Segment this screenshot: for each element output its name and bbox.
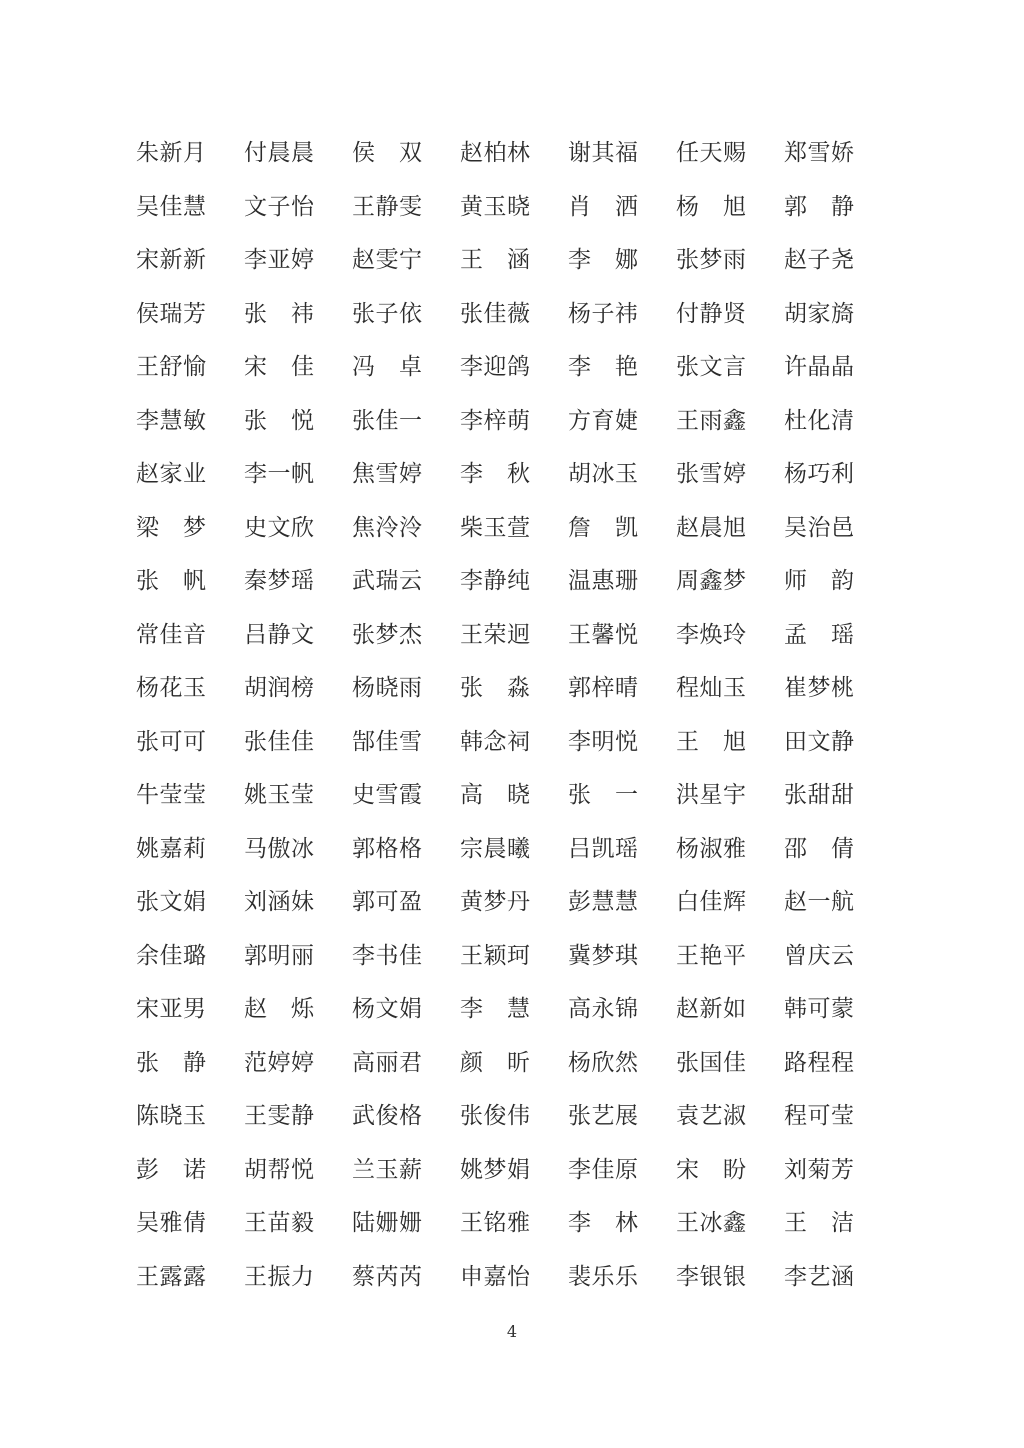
- name-cell: 杨子祎: [568, 300, 639, 327]
- name-cell: 李梓萌: [460, 407, 531, 434]
- name-cell: 张佳一: [352, 407, 423, 434]
- name-cell: 张子依: [352, 300, 423, 327]
- name-cell: 侯 双: [352, 140, 423, 167]
- name-cell: 李 娜: [568, 247, 639, 274]
- name-cell: 崔梦桃: [784, 675, 855, 702]
- name-cell: 高 晓: [460, 782, 531, 809]
- name-cell: 张文言: [676, 354, 747, 381]
- name-cell: 王馨悦: [568, 621, 639, 648]
- name-cell: 吴佳慧: [136, 193, 207, 220]
- name-cell: 李书佳: [352, 942, 423, 969]
- name-cell: 赵柏林: [460, 140, 531, 167]
- name-cell: 史雪霞: [352, 782, 423, 809]
- name-cell: 陆姗姗: [352, 1210, 423, 1237]
- name-cell: 宗晨曦: [460, 835, 531, 862]
- name-cell: 颜 昕: [460, 1049, 531, 1076]
- name-cell: 杨淑雅: [676, 835, 747, 862]
- name-cell: 李 秋: [460, 461, 531, 488]
- name-cell: 文子怡: [244, 193, 315, 220]
- name-row: [136, 555, 858, 609]
- name-cell: 李佳原: [568, 1156, 639, 1183]
- name-cell: 李焕玲: [676, 621, 747, 648]
- name-cell: 杨花玉: [136, 675, 207, 702]
- name-row: [136, 448, 858, 502]
- name-row: [136, 288, 858, 342]
- name-cell: 张佳佳: [244, 728, 315, 755]
- name-cell: 胡家旖: [784, 300, 855, 327]
- name-cell: 杨欣然: [568, 1049, 639, 1076]
- name-cell: 李艺涵: [784, 1263, 855, 1290]
- name-cell: 赵子尧: [784, 247, 855, 274]
- name-cell: 王艳平: [676, 942, 747, 969]
- page-number: 4: [506, 1322, 518, 1341]
- name-cell: 姚玉莹: [244, 782, 315, 809]
- name-row: [136, 983, 858, 1037]
- name-cell: 彭慧慧: [568, 889, 639, 916]
- name-cell: 肖 洒: [568, 193, 639, 220]
- name-cell: 李一帆: [244, 461, 315, 488]
- name-cell: 吴治邑: [784, 514, 855, 541]
- name-row: [136, 395, 858, 449]
- name-cell: 王苗毅: [244, 1210, 315, 1237]
- name-row: [136, 769, 858, 823]
- name-cell: 赵雯宁: [352, 247, 423, 274]
- name-cell: 杨巧利: [784, 461, 855, 488]
- name-cell: 兰玉薪: [352, 1156, 423, 1183]
- name-cell: 王荣迥: [460, 621, 531, 648]
- name-cell: 刘菊芳: [784, 1156, 855, 1183]
- name-cell: 王露露: [136, 1263, 207, 1290]
- name-cell: 张梦雨: [676, 247, 747, 274]
- name-cell: 李 艳: [568, 354, 639, 381]
- name-cell: 姚梦娟: [460, 1156, 531, 1183]
- name-cell: 张文娟: [136, 889, 207, 916]
- name-cell: 谢其福: [568, 140, 639, 167]
- name-cell: 张国佳: [676, 1049, 747, 1076]
- name-cell: 孟 瑶: [784, 621, 855, 648]
- name-cell: 邵 倩: [784, 835, 855, 862]
- name-cell: 李明悦: [568, 728, 639, 755]
- name-cell: 焦雪婷: [352, 461, 423, 488]
- name-cell: 宋 盼: [676, 1156, 747, 1183]
- name-cell: 裴乐乐: [568, 1263, 639, 1290]
- name-cell: 侯瑞芳: [136, 300, 207, 327]
- name-cell: 李慧敏: [136, 407, 207, 434]
- name-cell: 王冰鑫: [676, 1210, 747, 1237]
- name-cell: 程可莹: [784, 1103, 855, 1130]
- name-cell: 赵家业: [136, 461, 207, 488]
- name-cell: 吕静文: [244, 621, 315, 648]
- name-cell: 王雨鑫: [676, 407, 747, 434]
- name-cell: 王雯静: [244, 1103, 315, 1130]
- name-cell: 余佳璐: [136, 942, 207, 969]
- name-cell: 宋 佳: [244, 354, 315, 381]
- name-cell: 韩可蒙: [784, 996, 855, 1023]
- name-row: [136, 716, 858, 770]
- name-cell: 张 静: [136, 1049, 207, 1076]
- name-cell: 武瑞云: [352, 568, 423, 595]
- name-cell: 师 韵: [784, 568, 855, 595]
- name-cell: 黄玉晓: [460, 193, 531, 220]
- name-cell: 武俊格: [352, 1103, 423, 1130]
- name-cell: 郭格格: [352, 835, 423, 862]
- name-cell: 蔡芮芮: [352, 1263, 423, 1290]
- name-cell: 张 淼: [460, 675, 531, 702]
- name-cell: 秦梦瑶: [244, 568, 315, 595]
- name-cell: 詹 凯: [568, 514, 639, 541]
- name-cell: 洪星宇: [676, 782, 747, 809]
- name-cell: 杨文娟: [352, 996, 423, 1023]
- name-cell: 王颖珂: [460, 942, 531, 969]
- name-row: [136, 662, 858, 716]
- name-cell: 郭 静: [784, 193, 855, 220]
- name-cell: 彭 诺: [136, 1156, 207, 1183]
- name-cell: 王铭雅: [460, 1210, 531, 1237]
- name-cell: 田文静: [784, 728, 855, 755]
- name-cell: 梁 梦: [136, 514, 207, 541]
- name-cell: 陈晓玉: [136, 1103, 207, 1130]
- name-cell: 柴玉萱: [460, 514, 531, 541]
- name-cell: 付晨晨: [244, 140, 315, 167]
- name-cell: 曾庆云: [784, 942, 855, 969]
- name-cell: 任天赐: [676, 140, 747, 167]
- name-cell: 张佳薇: [460, 300, 531, 327]
- name-cell: 胡冰玉: [568, 461, 639, 488]
- name-cell: 袁艺淑: [676, 1103, 747, 1130]
- name-row: [136, 1037, 858, 1091]
- name-cell: 李银银: [676, 1263, 747, 1290]
- name-cell: 张艺展: [568, 1103, 639, 1130]
- name-cell: 张 悦: [244, 407, 315, 434]
- name-cell: 宋新新: [136, 247, 207, 274]
- name-cell: 吕凯瑶: [568, 835, 639, 862]
- name-cell: 李 林: [568, 1210, 639, 1237]
- name-cell: 范婷婷: [244, 1049, 315, 1076]
- name-row: [136, 234, 858, 288]
- name-cell: 张雪婷: [676, 461, 747, 488]
- name-row: [136, 1197, 858, 1251]
- name-cell: 赵新如: [676, 996, 747, 1023]
- name-cell: 张 祎: [244, 300, 315, 327]
- name-cell: 胡帮悦: [244, 1156, 315, 1183]
- name-cell: 王 洁: [784, 1210, 855, 1237]
- name-cell: 郑雪娇: [784, 140, 855, 167]
- name-cell: 付静贤: [676, 300, 747, 327]
- name-row: [136, 127, 858, 181]
- name-cell: 焦泠泠: [352, 514, 423, 541]
- name-row: [136, 930, 858, 984]
- name-cell: 杜化清: [784, 407, 855, 434]
- name-row: [136, 502, 858, 556]
- name-cell: 姚嘉莉: [136, 835, 207, 862]
- name-cell: 程灿玉: [676, 675, 747, 702]
- name-cell: 张甜甜: [784, 782, 855, 809]
- name-cell: 李 慧: [460, 996, 531, 1023]
- name-cell: 王 涵: [460, 247, 531, 274]
- name-cell: 牛莹莹: [136, 782, 207, 809]
- name-cell: 赵 烁: [244, 996, 315, 1023]
- name-cell: 李迎鸽: [460, 354, 531, 381]
- name-cell: 吴雅倩: [136, 1210, 207, 1237]
- name-cell: 方育婕: [568, 407, 639, 434]
- name-cell: 温惠珊: [568, 568, 639, 595]
- name-row: [136, 181, 858, 235]
- name-cell: 李静纯: [460, 568, 531, 595]
- name-cell: 刘涵妹: [244, 889, 315, 916]
- name-cell: 高永锦: [568, 996, 639, 1023]
- name-cell: 马傲冰: [244, 835, 315, 862]
- name-cell: 史文欣: [244, 514, 315, 541]
- name-cell: 常佳音: [136, 621, 207, 648]
- name-cell: 郭可盈: [352, 889, 423, 916]
- name-cell: 王静雯: [352, 193, 423, 220]
- name-cell: 王 旭: [676, 728, 747, 755]
- name-cell: 赵一航: [784, 889, 855, 916]
- name-cell: 赵晨旭: [676, 514, 747, 541]
- name-cell: 路程程: [784, 1049, 855, 1076]
- name-cell: 朱新月: [136, 140, 207, 167]
- name-cell: 郭梓晴: [568, 675, 639, 702]
- name-cell: 张俊伟: [460, 1103, 531, 1130]
- name-row: [136, 876, 858, 930]
- name-cell: 宋亚男: [136, 996, 207, 1023]
- name-row: [136, 1251, 858, 1305]
- name-cell: 郭明丽: [244, 942, 315, 969]
- name-cell: 王振力: [244, 1263, 315, 1290]
- name-cell: 韩念祠: [460, 728, 531, 755]
- name-cell: 黄梦丹: [460, 889, 531, 916]
- name-cell: 胡润榜: [244, 675, 315, 702]
- name-cell: 周鑫梦: [676, 568, 747, 595]
- name-cell: 冯 卓: [352, 354, 423, 381]
- name-cell: 冀梦琪: [568, 942, 639, 969]
- name-cell: 李亚婷: [244, 247, 315, 274]
- name-cell: 许晶晶: [784, 354, 855, 381]
- name-row: [136, 1090, 858, 1144]
- name-cell: 王舒愉: [136, 354, 207, 381]
- name-cell: 张 帆: [136, 568, 207, 595]
- name-row: [136, 609, 858, 663]
- name-cell: 张可可: [136, 728, 207, 755]
- name-cell: 杨 旭: [676, 193, 747, 220]
- name-row: [136, 341, 858, 395]
- name-cell: 张梦杰: [352, 621, 423, 648]
- name-cell: 杨晓雨: [352, 675, 423, 702]
- name-row: [136, 823, 858, 877]
- name-grid: [136, 127, 858, 1304]
- name-cell: 张 一: [568, 782, 639, 809]
- name-row: [136, 1144, 858, 1198]
- name-cell: 申嘉怡: [460, 1263, 531, 1290]
- name-cell: 郜佳雪: [352, 728, 423, 755]
- name-cell: 高丽君: [352, 1049, 423, 1076]
- name-cell: 白佳辉: [676, 889, 747, 916]
